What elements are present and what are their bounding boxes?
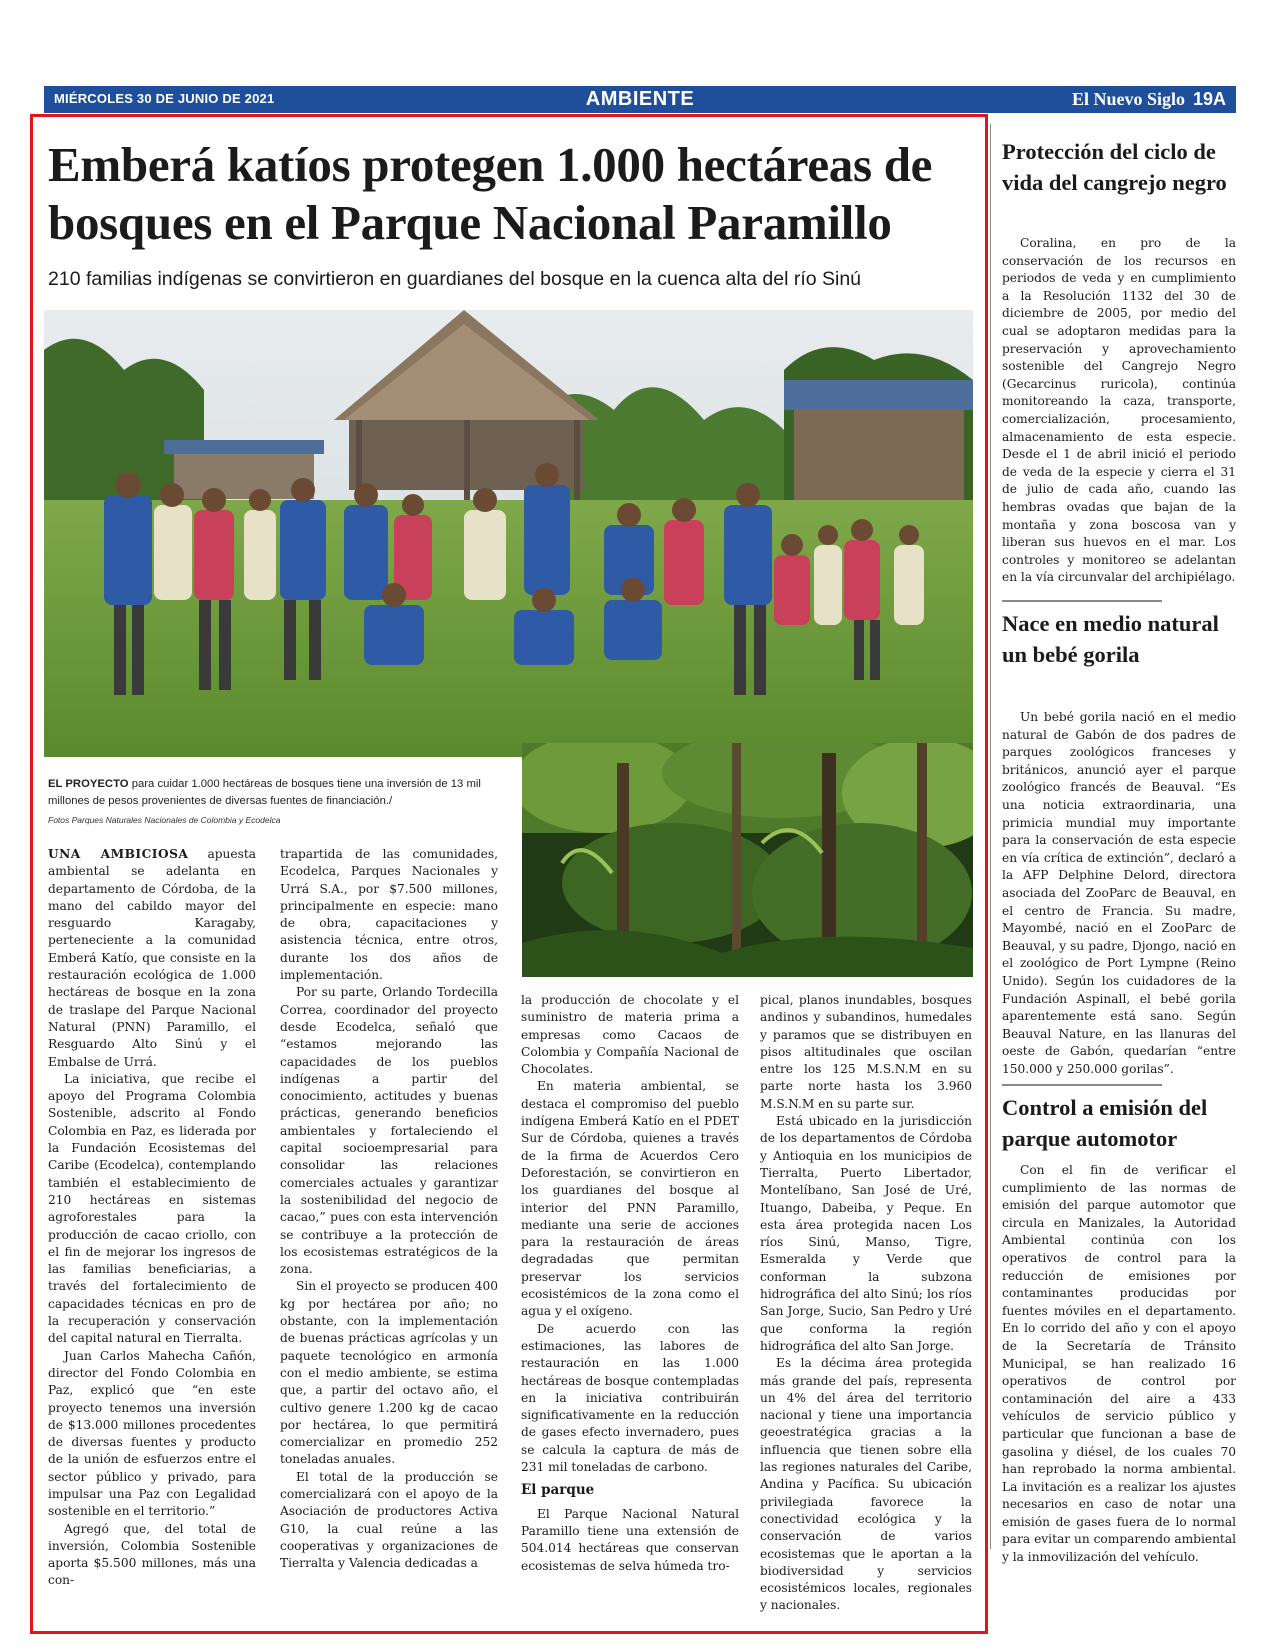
paragraph: El total de la producción se comercializará con el apoyo de la Asociación de productores Activa G10, la cual reúne a las cooperativas y organizaciones de Tierralta y Valencia dedicadas a [280, 1469, 498, 1571]
paragraph: En materia ambiental, se destaca el compromiso del pueblo indígena Emberá Katío en el PDET Sur de Córdoba, quienes a través de la firma de Acuerdos Cero Deforestación, se convirtieron en los guardianes del bosque al interior del PNN Paramillo, mediante una serie de acciones para la restauración de áreas degradadas que permitan preservar los servicios ecosistémicos de la zona como el agua y el oxígeno. [521, 1079, 739, 1319]
paragraph: Agregó que, del total de inversión, Colombia Sostenible aporta $5.500 millones, más una con- [48, 1521, 256, 1588]
brief-divider [1002, 1084, 1162, 1086]
brief-2-text: Un bebé gorila nació en el medio natural de Gabón de dos padres de parques zoológicos franceses y británicos, anunció ayer el parque zoológico francés de Beauval. “Es una noticia extraordinaria, una primicia mundial muy importante para la conservación de esta especie en vía crítica de extinción”, declaró a la AFP Delphine Delord, directora asociada del ZooParc de Beauval, en el centro de Francia. Su madre, Mayombé, nació en el ZooParc de Beauval, y su padre, Djongo, nació en el zoológico de Port Lympne (Reino Unido). Según los cuidadores de la Fundación Aspinall, el bebé gorila aparentemente está sano. Según Beauval Nature, en las llanuras del oeste de Gabón, quedarían “entre 150.000 y 250.000 gorilas”. [1002, 710, 1236, 1076]
issue-date: MIÉRCOLES 30 DE JUNIO DE 2021 [54, 91, 275, 106]
newspaper-masthead [1072, 89, 1226, 110]
article-column-3 [521, 992, 739, 1575]
paragraph [48, 846, 256, 1071]
photo-credit: Fotos Parques Naturales Nacionales de Colombia y Ecodelca [48, 815, 281, 825]
article-headline: Emberá katíos protegen 1.000 hectáreas de bosques en el Parque Nacional Paramillo [48, 137, 933, 250]
article-column-4 [760, 992, 972, 1615]
paragraph: Es la décima área protegida más grande del país, representa un 4% del área del territorio nacional y tiene una importancia geoestratégica gracias a la influencia que tienen sobre ella las regiones naturales del Caribe, Andina y Pacífica. Su ubicación privilegiada favorece la conectividad ecológica y la conservación de varios ecosistemas que le aportan a la biodiversidad y servicios ecosistémicos locales, regionales y nacionales. [760, 1356, 972, 1613]
brief-1-text: Coralina, en pro de la conservación de los recursos en periodos de veda y en cumplimiento a la Resolución 1132 del 30 de diciembre de 2005, por medio del cual se adoptaron medidas para la preservación y aprovechamiento sostenible del Cangrejo Negro (Gecarcinus ruricola), continúa monitoreando la caza, transporte, comercialización, procesamiento, almacenamiento de esta especie. Desde el 1 de abril inició el periodo de veda de la especie y cierra el 31 de julio de cada año, cuando las hembras ovadas que bajan de la montaña y zona boscosa van y liberan sus huevos en el mar. Los controles y monitoreo se adelantan en la vía circunvalar del archipiélago. [1002, 236, 1236, 585]
brief-3-headline: Control a emisión del parque automotor [1002, 1095, 1208, 1151]
brief-1-headline: Protección del ciclo de vida del cangrejo negro [1002, 139, 1227, 195]
group-photo [44, 310, 973, 757]
article-lead-in: UNA AMBICIOSA [48, 847, 189, 861]
article-column-1 [48, 846, 256, 1590]
paragraph: pical, planos inundables, bosques andinos y subandinos, humedales y paramos que se distribuyen en pisos altitudinales que oscilan entre los 125 M.S.N.M en su parte norte hasta los 3.960 M.S.N.M en su parte sur. [760, 993, 972, 1111]
page-number: 19A [1192, 89, 1226, 109]
paragraph: Sin el proyecto se producen 400 kg por hectárea por año; no obstante, con la implementación de buenas prácticas agrícolas y un paquete tecnológico en armonía con el medio ambiente, se estima que, a partir del octavo año, el cultivo genere 1.200 kg de cacao por hectárea, lo que permitirá comercializar en promedio 252 toneladas anuales. [280, 1279, 498, 1467]
brief-3-text: Con el fin de verificar el cumplimiento de las normas de emisión del parque automotor que circula en Manizales, la Autoridad Ambiental continúa con los operativos de control para la reducción de emisiones por contaminantes producidas por fuentes móviles en el departamento. En lo corrido del año y con el apoyo de la Secretaría de Tránsito Municipal, se han realizado 16 operativos de control por contaminación del aire a 433 vehículos de servicio público y particular que funcionan a base de gasolina y diésel, de los cuales 70 han reprobado la norma ambiental. La invitación es a realizar los ajustes necesarios en caso de notar una emisión de gases fuera de lo normal para evitar un comparendo ambiental y la inmovilización del vehículo. [1002, 1163, 1236, 1565]
photo-caption [48, 776, 508, 810]
paragraph: El Parque Nacional Natural Paramillo tiene una extensión de 504.014 hectáreas que conservan ecosistemas de selva húmeda tro- [521, 1506, 739, 1573]
paragraph: La iniciativa, que recibe el apoyo del Programa Colombia Sostenible, adscrito al Fondo Colombia en Paz, es liderada por la Fundación Ecosistemas del Caribe (Ecodelca), contemplando también el establecimiento de 210 hectáreas en sistemas agroforestales para la producción de cacao criollo, con el fin de mejorar los ingresos de las familias beneficiarias, a través del fortalecimiento de capacidades técnicas en pro de la recuperación y conservación del capital natural en Tierralta. [48, 1071, 256, 1346]
paragraph: Juan Carlos Mahecha Cañón, director del Fondo Colombia en Paz, explicó que “en este proyecto tenemos una inversión de $13.000 millones procedentes de diversas fuentes y producto de la unión de esfuerzos entre el sector público y privado, para impulsar una Paz con Legalidad sostenible en el territorio.” [48, 1348, 256, 1519]
group-photo-illustration [44, 310, 973, 757]
brief-divider [1002, 600, 1162, 602]
article-column-2 [280, 846, 498, 1572]
paragraph-text: apuesta ambiental se adelanta en departamento de Córdoba, de la mano del cabildo mayor del resguardo Karagaby, perteneciente a la comunidad Emberá Katío, que consiste en la restauración ecológica de 1.000 hectáreas de bosque en la zona de traslape del Parque Nacional Natural (PNN) Paramillo, el Resguardo Alto Sinú y el Embalse de Urrá. [48, 847, 256, 1069]
paragraph: trapartida de las comunidades, Ecodelca, Parques Nacionales y Urrá S.A., por $7.500 millones, principalmente en especie: mano de obra, capacitaciones y asistencia técnica, entre otros, durante los dos años de implementación. [280, 847, 498, 983]
paragraph: la producción de chocolate y el suministro de materia prima a empresas como Cacaos de Colombia y Compañía Nacional de Chocolates. [521, 993, 739, 1077]
article-subheadline: 210 familias indígenas se convirtieron en guardianes del bosque en la cuenca alta del río Sinú [48, 268, 862, 290]
section-subheading: El parque [521, 1482, 595, 1499]
section-name: AMBIENTE [585, 88, 695, 110]
paragraph: Está ubicado en la jurisdicción de los departamentos de Córdoba y Antioquia en los municipios de Tierralta, Puerto Libertador, Montelíbano, San José de Uré, Ituango, Dabeiba, y Peque. En esta área protegida nacen Los ríos Sinú, Manso, Tigre, Esmeralda y Verde que conforman la subzona hidrográfica del alto Sinú; los ríos San Jorge, Sucio, San Pedro y Uré que conforma la región hidrográfica del alto San Jorge. [760, 1114, 972, 1353]
paragraph: Por su parte, Orlando Tordecilla Correa, coordinador del proyecto desde Ecodelca, señaló que “estamos mejorando las capacidades de los pueblos indígenas a partir del conocimiento, actitudes y buenas prácticas, generando beneficios ambientales y fortaleciendo el capital socioempresarial para consolidar las relaciones comerciales actuales y garantizar la sostenibilidad del negocio de cacao,” pues con esta intervención se contribuye a la protección de los ecosistemas estratégicos de la zona. [280, 985, 498, 1277]
column-divider [990, 124, 991, 1549]
paragraph: De acuerdo con las estimaciones, las labores de restauración en las 1.000 hectáreas de bosque contempladas en la iniciativa contribuirán significativamente en la reducción de gases efecto invernadero, pues se calcula la captura de más de 231 mil toneladas de carbono. [521, 1321, 739, 1475]
section-header-bar [44, 86, 1236, 113]
forest-photo-illustration [522, 743, 973, 977]
forest-photo [522, 743, 973, 977]
caption-lead: EL PROYECTO [48, 778, 129, 790]
caption-text: para cuidar 1.000 hectáreas de bosques tiene una inversión de 13 mil millones de pesos provenientes de diversas fuentes de financiación./ [48, 778, 481, 807]
newspaper-name: El Nuevo Siglo [1071, 89, 1185, 109]
brief-2-headline: Nace en medio natural un bebé gorila [1002, 611, 1219, 667]
